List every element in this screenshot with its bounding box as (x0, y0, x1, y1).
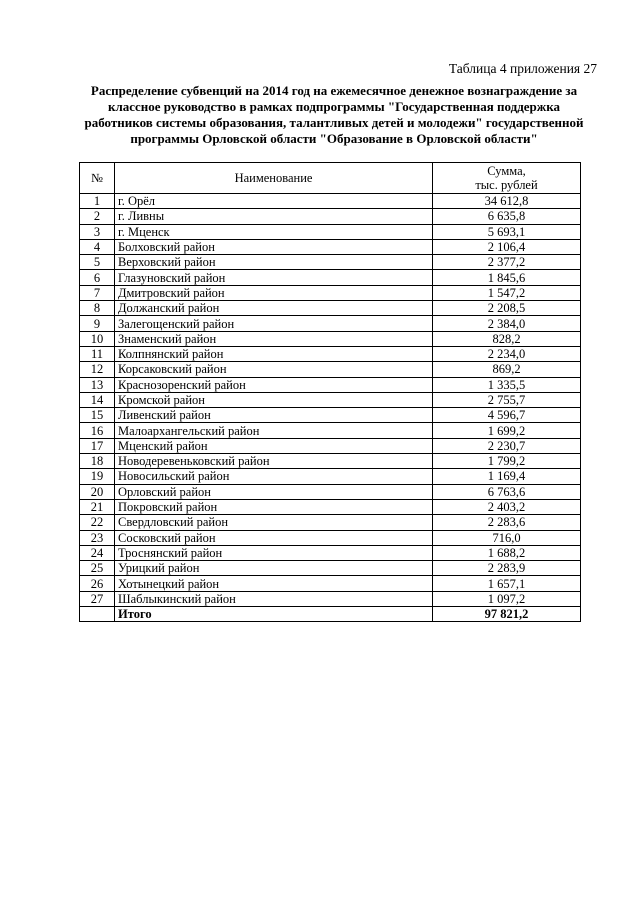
row-sum-cell: 716,0 (433, 530, 581, 545)
row-sum-cell: 2 403,2 (433, 499, 581, 514)
row-number-cell: 2 (80, 209, 115, 224)
row-name-cell: Хотынецкий район (115, 576, 433, 591)
table-row (80, 469, 581, 484)
row-name-cell: Новосильский район (115, 469, 433, 484)
row-number-cell: 1 (80, 194, 115, 209)
row-name-cell: Болховский район (115, 239, 433, 254)
row-sum-cell: 2 283,6 (433, 515, 581, 530)
table-row (80, 545, 581, 560)
row-name-cell: Урицкий район (115, 561, 433, 576)
table-row (80, 194, 581, 209)
row-name-cell: г. Орёл (115, 194, 433, 209)
row-name-cell: Сосковский район (115, 530, 433, 545)
row-number-cell: 25 (80, 561, 115, 576)
table-row (80, 346, 581, 361)
table-row (80, 209, 581, 224)
table-row (80, 392, 581, 407)
row-name-cell: Знаменский район (115, 331, 433, 346)
row-sum-cell: 1 799,2 (433, 454, 581, 469)
row-name-cell: Дмитровский район (115, 285, 433, 300)
row-sum-cell: 34 612,8 (433, 194, 581, 209)
table-row (80, 591, 581, 606)
row-number-cell: 15 (80, 408, 115, 423)
row-number-cell: 24 (80, 545, 115, 560)
row-sum-cell: 2 208,5 (433, 301, 581, 316)
row-sum-cell: 2 283,9 (433, 561, 581, 576)
row-number-cell: 6 (80, 270, 115, 285)
row-name-cell: Ливенский район (115, 408, 433, 423)
total-number-cell (80, 607, 115, 622)
row-name-cell: Должанский район (115, 301, 433, 316)
title-line: Распределение субвенций на 2014 год на ежемесячное денежное вознаграждение за (90, 83, 578, 98)
subsidy-table (79, 162, 581, 622)
row-number-cell: 22 (80, 515, 115, 530)
row-name-cell: Покровский район (115, 499, 433, 514)
row-name-cell: Шаблыкинский район (115, 591, 433, 606)
table-body (80, 194, 581, 622)
row-sum-cell: 1 547,2 (433, 285, 581, 300)
column-header-name: Наименование (115, 163, 433, 194)
column-header-sum (433, 163, 581, 194)
row-number-cell: 9 (80, 316, 115, 331)
row-number-cell: 17 (80, 438, 115, 453)
table-header-row (80, 163, 581, 194)
column-header-sum-line2: тыс. рублей (475, 178, 538, 192)
row-number-cell: 20 (80, 484, 115, 499)
row-name-cell: г. Ливны (115, 209, 433, 224)
row-number-cell: 19 (80, 469, 115, 484)
row-sum-cell: 1 699,2 (433, 423, 581, 438)
row-name-cell: Мценский район (115, 438, 433, 453)
row-number-cell: 27 (80, 591, 115, 606)
row-number-cell: 14 (80, 392, 115, 407)
row-sum-cell: 1 688,2 (433, 545, 581, 560)
row-name-cell: Малоархангельский район (115, 423, 433, 438)
row-number-cell: 7 (80, 285, 115, 300)
title-line: программы Орловской области "Образование в Орловской области" (130, 131, 538, 146)
row-sum-cell: 6 763,6 (433, 484, 581, 499)
table-row (80, 561, 581, 576)
row-name-cell: Колпнянский район (115, 346, 433, 361)
table-row (80, 239, 581, 254)
row-name-cell: Корсаковский район (115, 362, 433, 377)
row-sum-cell: 2 384,0 (433, 316, 581, 331)
row-sum-cell: 4 596,7 (433, 408, 581, 423)
table-row (80, 454, 581, 469)
row-number-cell: 13 (80, 377, 115, 392)
row-number-cell: 8 (80, 301, 115, 316)
row-sum-cell: 2 106,4 (433, 239, 581, 254)
row-sum-cell: 828,2 (433, 331, 581, 346)
row-number-cell: 4 (80, 239, 115, 254)
document-title (78, 83, 590, 147)
row-sum-cell: 1 657,1 (433, 576, 581, 591)
title-line: классное руководство в рамках подпрограммы "Государственная поддержка (107, 99, 561, 114)
table-row (80, 316, 581, 331)
table-row (80, 331, 581, 346)
row-sum-cell: 2 234,0 (433, 346, 581, 361)
title-line: работников системы образования, талантливых детей и молодежи" государственной (84, 115, 584, 130)
column-header-sum-line1: Сумма, (487, 164, 526, 178)
row-name-cell: Орловский район (115, 484, 433, 499)
row-name-cell: Свердловский район (115, 515, 433, 530)
row-sum-cell: 2 377,2 (433, 255, 581, 270)
table-row (80, 438, 581, 453)
table-row (80, 255, 581, 270)
total-row (80, 607, 581, 622)
row-name-cell: Кромской район (115, 392, 433, 407)
row-name-cell: Залегощенский район (115, 316, 433, 331)
table-row (80, 423, 581, 438)
row-number-cell: 18 (80, 454, 115, 469)
row-sum-cell: 5 693,1 (433, 224, 581, 239)
total-sum-cell: 97 821,2 (433, 607, 581, 622)
row-sum-cell: 1 845,6 (433, 270, 581, 285)
table-row (80, 377, 581, 392)
table-row (80, 499, 581, 514)
column-header-num: № (80, 163, 115, 194)
table-row (80, 362, 581, 377)
table-row (80, 285, 581, 300)
row-name-cell: Верховский район (115, 255, 433, 270)
row-sum-cell: 869,2 (433, 362, 581, 377)
row-number-cell: 11 (80, 346, 115, 361)
table-row (80, 530, 581, 545)
row-number-cell: 26 (80, 576, 115, 591)
row-number-cell: 21 (80, 499, 115, 514)
row-sum-cell: 1 097,2 (433, 591, 581, 606)
row-name-cell: г. Мценск (115, 224, 433, 239)
row-number-cell: 3 (80, 224, 115, 239)
table-row (80, 270, 581, 285)
row-number-cell: 5 (80, 255, 115, 270)
table-row (80, 576, 581, 591)
row-number-cell: 23 (80, 530, 115, 545)
row-name-cell: Троснянский район (115, 545, 433, 560)
row-name-cell: Краснозоренский район (115, 377, 433, 392)
table-row (80, 484, 581, 499)
row-sum-cell: 2 755,7 (433, 392, 581, 407)
table-row (80, 224, 581, 239)
table-row (80, 408, 581, 423)
row-name-cell: Новодеревеньковский район (115, 454, 433, 469)
total-label-cell: Итого (115, 607, 433, 622)
row-number-cell: 16 (80, 423, 115, 438)
row-sum-cell: 1 169,4 (433, 469, 581, 484)
appendix-label: Таблица 4 приложения 27 (448, 61, 597, 76)
row-sum-cell: 6 635,8 (433, 209, 581, 224)
table-row (80, 301, 581, 316)
row-sum-cell: 1 335,5 (433, 377, 581, 392)
row-name-cell: Глазуновский район (115, 270, 433, 285)
row-sum-cell: 2 230,7 (433, 438, 581, 453)
table-row (80, 515, 581, 530)
row-number-cell: 12 (80, 362, 115, 377)
row-number-cell: 10 (80, 331, 115, 346)
